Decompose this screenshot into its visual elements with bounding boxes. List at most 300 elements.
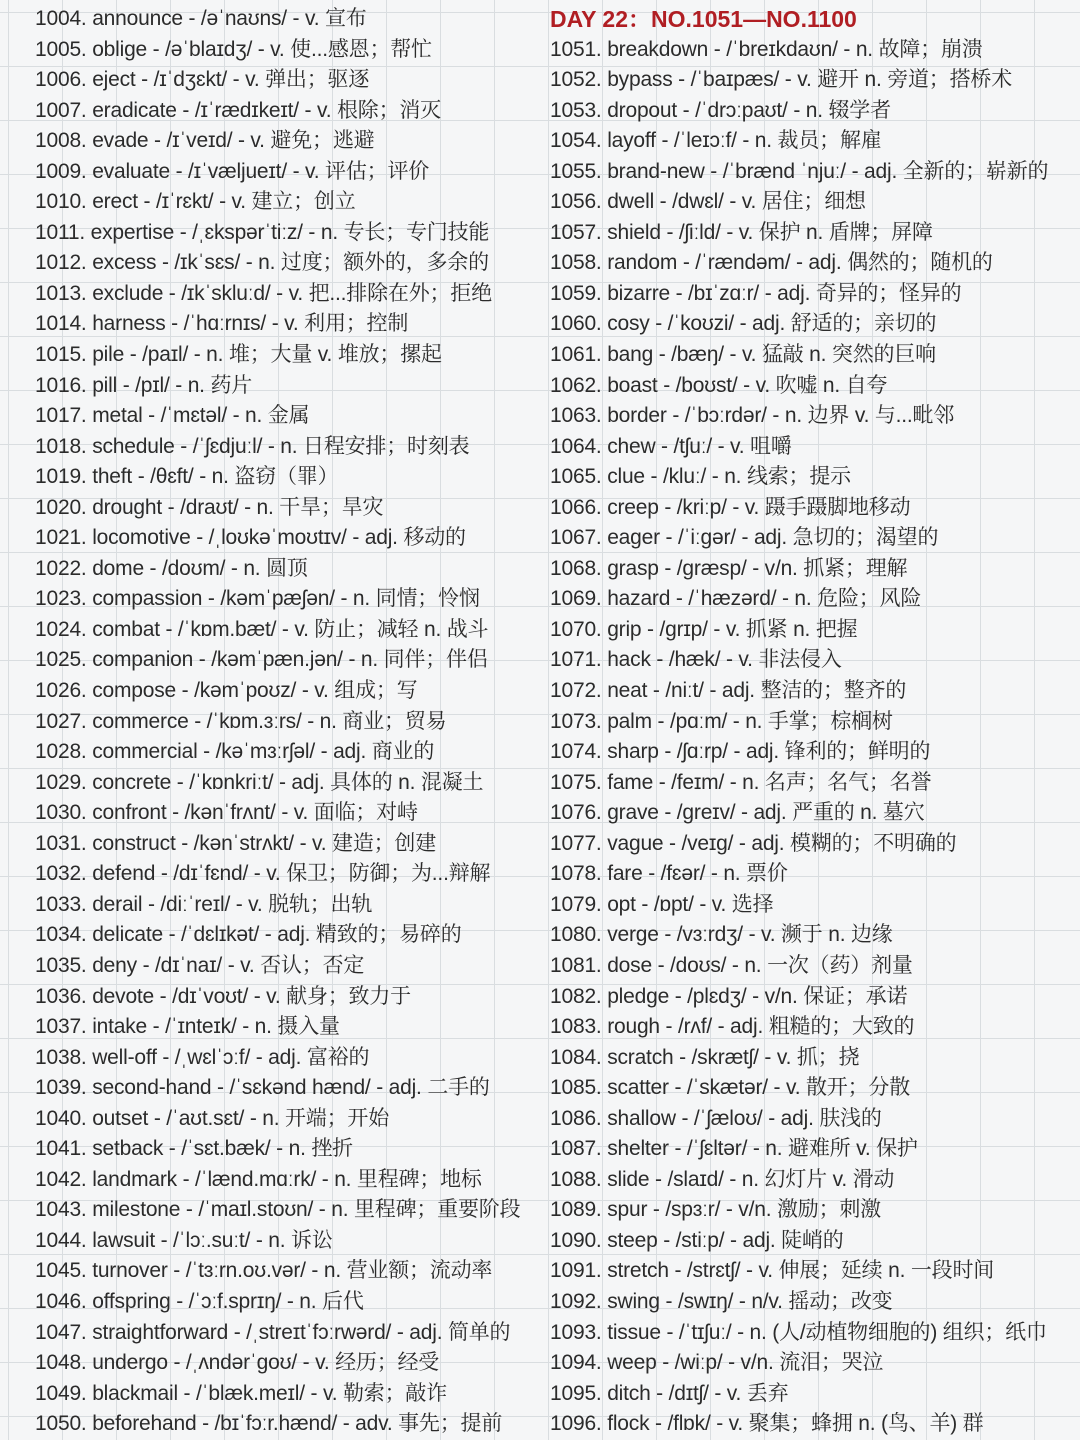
entry-definition: v. 保护 n. 盾牌；屏障 — [738, 220, 933, 244]
entry-number: 1049. — [35, 1381, 93, 1405]
entry-separator: - — [649, 1412, 668, 1436]
entry-word: evaluate — [92, 159, 170, 183]
entry-phonetic: /ˌwɛlˈɔːf/ — [174, 1045, 251, 1069]
entry-word: locomotive — [92, 526, 191, 550]
entry-separator: - — [708, 37, 727, 61]
entry-definition: n. 摄入量 — [254, 1015, 340, 1039]
entry-number: 1020. — [35, 495, 93, 519]
entry-phonetic: /kənˈfrʌnt/ — [184, 801, 276, 825]
vocab-entry — [550, 676, 1080, 707]
entry-definition: v. 组成；写 — [314, 679, 418, 703]
entry-separator: - — [668, 1076, 687, 1100]
entry-separator: - — [660, 1320, 679, 1344]
vocab-entry — [550, 554, 1080, 585]
vocab-entry — [550, 798, 1080, 829]
vocab-entry — [550, 768, 1080, 799]
entry-separator: - — [175, 831, 194, 855]
entry-definition: v. 抓紧 n. 把握 — [725, 617, 858, 641]
entry-number: 1082. — [550, 984, 608, 1008]
entry-phonetic: /ˈlɔː.suːt/ — [173, 1228, 251, 1252]
entry-definition: v. 建造；创建 — [312, 831, 437, 855]
entry-separator: - — [334, 587, 353, 611]
entry-separator: - — [202, 587, 221, 611]
entry-separator: - — [658, 495, 677, 519]
entry-separator: - — [297, 1351, 316, 1375]
entry-separator: - — [658, 923, 677, 947]
entry-separator: - — [656, 1351, 675, 1375]
entry-word: drought — [92, 495, 163, 519]
entry-separator: - — [666, 404, 685, 428]
entry-word: confront — [92, 801, 167, 825]
vocab-entry — [35, 1287, 540, 1318]
vocab-entry — [35, 1379, 540, 1410]
entry-phonetic: /ˈdrɔːpaʊt/ — [695, 98, 788, 122]
vocab-entry — [550, 920, 1080, 951]
entry-number: 1078. — [550, 862, 608, 886]
entry-separator: - — [704, 159, 723, 183]
entry-separator: - — [723, 343, 742, 367]
vocab-entry — [550, 1256, 1080, 1287]
entry-separator: - — [845, 159, 865, 183]
entry-word: undergo — [92, 1351, 168, 1375]
vocab-entry — [550, 187, 1080, 218]
vocab-entry — [35, 1104, 540, 1135]
entry-separator: - — [758, 1045, 777, 1069]
entry-definition: v. 面临；对峙 — [293, 801, 418, 825]
entry-separator: - — [148, 1106, 167, 1130]
vocab-entry — [35, 554, 540, 585]
entry-number: 1060. — [550, 312, 608, 336]
entry-separator: - — [677, 251, 696, 275]
entry-separator: - — [668, 1137, 687, 1161]
vocab-entry — [35, 645, 540, 676]
entry-separator: - — [657, 373, 676, 397]
entry-phonetic: /ˈʃæloʊ/ — [693, 1106, 763, 1130]
entry-number: 1062. — [550, 373, 608, 397]
entry-number: 1091. — [550, 1259, 608, 1283]
entry-phonetic: /ˈɪnteɪk/ — [165, 1015, 237, 1039]
vocab-entry — [35, 371, 540, 402]
vocab-entry — [35, 890, 540, 921]
entry-separator: - — [248, 984, 267, 1008]
entry-phonetic: /ˈbɔːrdər/ — [684, 404, 767, 428]
entry-definition: adj. 奇异的；怪异的 — [777, 281, 962, 305]
vocab-entry — [35, 1165, 540, 1196]
entry-definition: v. 避开 n. 旁道；搭桥术 — [797, 68, 1013, 92]
entry-phonetic: /tʃuː/ — [673, 434, 712, 458]
entry-number: 1053. — [550, 98, 608, 122]
entry-definition: v. 散开；分散 — [785, 1076, 910, 1100]
vocab-entry — [550, 523, 1080, 554]
entry-number: 1004. — [35, 7, 93, 30]
entry-separator: - — [136, 953, 155, 977]
vocab-entry — [550, 432, 1080, 463]
entry-word: construct — [92, 831, 176, 855]
entry-definition: n. 营业额；流动率 — [323, 1259, 493, 1283]
entry-separator: - — [156, 251, 175, 275]
entry-separator: - — [132, 465, 151, 489]
entry-definition: adj. 严重的 n. 墓穴 — [753, 801, 925, 825]
entry-word: defend — [92, 862, 156, 886]
entry-definition: v. 根除；消灭 — [316, 98, 441, 122]
entry-number: 1063. — [550, 404, 608, 428]
entry-separator: - — [776, 587, 795, 611]
entry-separator: - — [727, 709, 746, 733]
entry-separator: - — [222, 953, 241, 977]
entry-separator: - — [135, 68, 154, 92]
entry-word: scratch — [607, 1045, 674, 1069]
entry-separator: - — [147, 37, 166, 61]
entry-separator: - — [176, 1167, 196, 1191]
entry-separator: - — [232, 129, 251, 153]
entry-separator: - — [649, 312, 668, 336]
vocab-entry — [35, 768, 540, 799]
entry-separator: - — [370, 1076, 389, 1100]
vocab-entry — [35, 65, 540, 96]
entry-word: spur — [607, 1198, 648, 1222]
entry-phonetic: /pɪl/ — [135, 373, 170, 397]
entry-separator: - — [163, 281, 182, 305]
entry-separator: - — [188, 709, 207, 733]
vocab-entry — [35, 615, 540, 646]
entry-definition: v. 濒于 n. 边缘 — [761, 923, 893, 947]
entry-phonetic: /ˈɔːf.sprɪŋ/ — [188, 1289, 282, 1313]
entry-definition: v. 避免；逃避 — [250, 129, 375, 153]
vocab-entry — [550, 859, 1080, 890]
entry-separator: - — [293, 831, 313, 855]
entry-word: second-hand — [92, 1076, 212, 1100]
entry-separator: - — [273, 770, 292, 794]
vocab-entry — [550, 371, 1080, 402]
entry-phonetic: /fɛər/ — [660, 862, 706, 886]
vocab-entry — [550, 1409, 1080, 1440]
entry-separator: - — [213, 190, 232, 214]
entry-separator: - — [790, 251, 809, 275]
entry-word: stretch — [607, 1259, 669, 1283]
entry-separator: - — [305, 1259, 324, 1283]
entry-number: 1057. — [550, 220, 608, 244]
entry-number: 1008. — [35, 129, 93, 153]
entry-phonetic: /əˈnaʊns/ — [200, 7, 287, 30]
entry-word: creep — [607, 495, 659, 519]
entry-phonetic: /kəˈmɜːrʃəl/ — [215, 740, 316, 764]
vocab-entry — [35, 1134, 540, 1165]
entry-word: deny — [92, 953, 137, 977]
entry-separator: - — [236, 1015, 255, 1039]
entry-separator: - — [669, 281, 689, 305]
entry-phonetic: /diːˈreɪl/ — [160, 892, 231, 916]
entry-number: 1013. — [35, 281, 93, 305]
entry-number: 1069. — [550, 587, 608, 611]
entry-separator: - — [296, 679, 315, 703]
entry-phonetic: /dɪˈvoʊt/ — [172, 984, 249, 1008]
entry-number: 1045. — [35, 1259, 93, 1283]
entry-separator: - — [659, 1289, 678, 1313]
entry-phonetic: /veɪg/ — [681, 831, 734, 855]
entry-phonetic: /strɛtʃ/ — [686, 1259, 741, 1283]
entry-word: evade — [92, 129, 149, 153]
entry-number: 1075. — [550, 770, 608, 794]
entry-word: fare — [607, 862, 643, 886]
entry-separator: - — [270, 1137, 289, 1161]
vocab-entry — [550, 645, 1080, 676]
entry-number: 1029. — [35, 770, 93, 794]
entry-phonetic: /dwɛl/ — [672, 190, 724, 214]
entry-separator: - — [162, 923, 182, 947]
entry-separator: - — [650, 648, 669, 672]
entry-word: flock — [607, 1412, 650, 1436]
entry-separator: - — [720, 1198, 739, 1222]
entry-phonetic: /niːt/ — [665, 679, 704, 703]
entry-word: pledge — [607, 984, 670, 1008]
entry-number: 1044. — [35, 1228, 93, 1252]
vocab-entry — [35, 4, 540, 35]
entry-word: erect — [92, 190, 138, 214]
entry-word: bypass — [607, 68, 673, 92]
entry-separator: - — [276, 617, 295, 641]
entry-definition: v. 否认；否定 — [240, 953, 365, 977]
entry-word: neat — [607, 679, 648, 703]
entry-separator: - — [174, 434, 193, 458]
entry-separator: - — [227, 68, 246, 92]
entry-separator: - — [726, 953, 745, 977]
entry-phonetic: /kluː/ — [662, 465, 707, 489]
entry-definition: v. 咀嚼 — [730, 434, 792, 458]
entry-number: 1032. — [35, 862, 93, 886]
vocab-entry — [550, 126, 1080, 157]
entry-separator: - — [693, 892, 712, 916]
entry-separator: - — [154, 984, 173, 1008]
entry-definition: v. 宣布 — [304, 7, 367, 30]
entry-number: 1039. — [35, 1076, 93, 1100]
entry-separator: - — [193, 465, 212, 489]
entry-definition: n. 票价 — [723, 862, 788, 886]
entry-number: 1051. — [550, 37, 608, 61]
entry-word: random — [607, 251, 678, 275]
entry-definition: n. 危险；风险 — [794, 587, 922, 611]
entry-number: 1005. — [35, 37, 93, 61]
entry-separator: - — [647, 679, 666, 703]
entry-number: 1076. — [550, 801, 608, 825]
entry-definition: adj. 商业的 — [333, 740, 435, 764]
entry-phonetic: /ɪˈvæljueɪt/ — [188, 159, 287, 183]
entry-phonetic: /ˈkɒnkriːt/ — [189, 770, 274, 794]
entry-definition: n. 干旱；旱灾 — [256, 495, 384, 519]
entry-word: grave — [607, 801, 659, 825]
entry-separator: - — [165, 312, 184, 336]
entry-definition: v. 防止；减轻 n. 战斗 — [294, 617, 489, 641]
entry-separator: - — [252, 37, 271, 61]
entry-separator: - — [250, 1045, 269, 1069]
entry-separator: - — [742, 923, 761, 947]
entry-definition: n. 幻灯片 v. 滑动 — [741, 1167, 895, 1191]
entry-definition: n. (人/动植物细胞的) 组织；纸巾 — [749, 1320, 1047, 1344]
vocab-entry — [35, 707, 540, 738]
entry-definition: v. 经历；经受 — [315, 1351, 440, 1375]
vocab-entry — [550, 1379, 1080, 1410]
entry-phonetic: /kəmˈpæʃən/ — [220, 587, 335, 611]
entry-separator: - — [767, 1076, 786, 1100]
entry-separator: - — [736, 129, 755, 153]
vocab-entry — [550, 35, 1080, 66]
entry-phonetic: /draʊt/ — [180, 495, 239, 519]
entry-word: harness — [92, 312, 166, 336]
entry-phonetic: /ˈsɛkənd hænd/ — [229, 1076, 371, 1100]
entry-phonetic: /dɪˈnaɪ/ — [155, 953, 223, 977]
entry-definition: n/v. 摇动；改变 — [751, 1289, 893, 1313]
vocab-entry — [35, 951, 540, 982]
entry-separator: - — [174, 220, 193, 244]
entry-number: 1093. — [550, 1320, 608, 1344]
vocab-entry — [35, 1409, 540, 1440]
entry-number: 1037. — [35, 1015, 93, 1039]
entry-phonetic: /ɪˈdʒɛkt/ — [153, 68, 228, 92]
entry-number: 1016. — [35, 373, 93, 397]
entry-phonetic: /ʃɑːrp/ — [676, 740, 728, 764]
entry-number: 1033. — [35, 892, 93, 916]
entry-separator: - — [337, 1412, 356, 1436]
entry-definition: n. 裁员；解雇 — [754, 129, 882, 153]
entry-phonetic: /swɪŋ/ — [677, 1289, 734, 1313]
entry-definition: n. 一次（药）剂量 — [744, 953, 913, 977]
entry-separator: - — [672, 68, 691, 92]
entry-separator: - — [663, 831, 682, 855]
entry-separator: - — [703, 679, 722, 703]
entry-separator: - — [143, 556, 162, 580]
vocab-entry — [35, 1195, 540, 1226]
entry-definition: adj. 粗糙的；大致的 — [730, 1015, 915, 1039]
vocab-entry — [550, 1226, 1080, 1257]
entry-separator: - — [670, 587, 689, 611]
entry-separator: - — [655, 434, 674, 458]
entry-separator: - — [659, 526, 678, 550]
vocab-entry — [550, 615, 1080, 646]
entry-definition: v/n. 激励；刺激 — [738, 1198, 881, 1222]
entry-separator: - — [737, 373, 756, 397]
entry-number: 1052. — [550, 68, 608, 92]
entry-separator: - — [720, 220, 739, 244]
entry-separator: - — [747, 1137, 766, 1161]
entry-word: lawsuit — [92, 1228, 155, 1252]
entry-phonetic: /ˈkɒm.ɜːrs/ — [206, 709, 302, 733]
entry-phonetic: /bæŋ/ — [671, 343, 724, 367]
vocab-entry — [35, 584, 540, 615]
entry-word: metal — [92, 404, 143, 428]
entry-definition: v. 蹑手蹑脚地移动 — [744, 495, 911, 519]
entry-separator: - — [167, 1351, 186, 1375]
entry-separator: - — [147, 1015, 166, 1039]
entry-number: 1092. — [550, 1289, 608, 1313]
vocab-entry — [550, 707, 1080, 738]
entry-definition: n. 专长；专门技能 — [320, 220, 490, 244]
entry-phonetic: /dɪˈfɛnd/ — [173, 862, 249, 886]
entry-phonetic: /ˈskætər/ — [686, 1076, 768, 1100]
entry-separator: - — [706, 465, 725, 489]
entry-separator: - — [190, 526, 209, 550]
entry-definition: adv. 事先；提前 — [355, 1412, 503, 1436]
entry-number: 1018. — [35, 434, 93, 458]
entry-definition: n. 诉讼 — [268, 1228, 333, 1252]
entry-word: slide — [607, 1167, 650, 1191]
entry-separator: - — [262, 434, 281, 458]
entry-number: 1014. — [35, 312, 93, 336]
entry-number: 1034. — [35, 923, 93, 947]
entry-separator: - — [302, 220, 321, 244]
entry-definition: v. 保卫；防御；为...辩解 — [266, 862, 491, 886]
entry-definition: v/n. 抓紧；理解 — [764, 556, 908, 580]
entry-definition: n. 挫折 — [288, 1137, 353, 1161]
entry-phonetic: /vɜːrdʒ/ — [676, 923, 743, 947]
vocab-entry — [550, 1012, 1080, 1043]
vocab-entry — [35, 340, 540, 371]
entry-word: sharp — [607, 740, 659, 764]
vocab-entry — [550, 1348, 1080, 1379]
entry-word: companion — [92, 648, 194, 672]
entry-definition: n. 避难所 v. 保护 — [765, 1137, 918, 1161]
entry-definition: v. 勒索；敲诈 — [322, 1381, 447, 1405]
entry-phonetic: /ˈlænd.mɑːrk/ — [195, 1167, 317, 1191]
entry-phonetic: /skrætʃ/ — [691, 1045, 759, 1069]
entry-number: 1084. — [550, 1045, 608, 1069]
entry-phonetic: /ˈʃɛdjuːl/ — [192, 434, 263, 458]
entry-separator: - — [391, 1320, 410, 1344]
entry-number: 1024. — [35, 617, 93, 641]
entry-phonetic: /ˈdɛlɪkət/ — [181, 923, 260, 947]
vocab-entry — [550, 309, 1080, 340]
entry-separator: - — [649, 1167, 668, 1191]
entry-separator: - — [286, 7, 305, 30]
entry-definition: n. 边界 v. 与...毗邻 — [784, 404, 955, 428]
entry-word: fame — [607, 770, 654, 794]
entry-phonetic: /greɪv/ — [676, 801, 736, 825]
entry-separator: - — [248, 862, 267, 886]
entry-separator: - — [710, 1412, 729, 1436]
entry-number: 1070. — [550, 617, 608, 641]
vocab-entry — [35, 1043, 540, 1074]
entry-definition: v. 评估；评价 — [305, 159, 430, 183]
entry-word: outset — [92, 1106, 149, 1130]
entry-phonetic: /ˈsɛt.bæk/ — [181, 1137, 271, 1161]
entry-definition: n. 手掌；棕榈树 — [745, 709, 893, 733]
entry-definition: v. 利用；控制 — [284, 312, 409, 336]
entry-definition: n. 故障；崩溃 — [855, 37, 983, 61]
entry-separator: - — [188, 343, 207, 367]
entry-word: shallow — [607, 1106, 676, 1130]
entry-definition: n. 金属 — [245, 404, 310, 428]
entry-separator: - — [137, 190, 156, 214]
entry-word: commerce — [92, 709, 189, 733]
entry-separator: - — [655, 129, 674, 153]
entry-phonetic: /ˈblæk.meɪl/ — [195, 1381, 305, 1405]
entry-separator: - — [735, 801, 754, 825]
entry-phonetic: /ɪˈrædɪkeɪt/ — [194, 98, 299, 122]
entry-word: oblige — [92, 37, 148, 61]
entry-word: layoff — [607, 129, 656, 153]
entry-phonetic: /θɛft/ — [150, 465, 194, 489]
entry-word: border — [607, 404, 667, 428]
entry-separator: - — [650, 1381, 669, 1405]
entry-separator: - — [724, 770, 743, 794]
vocab-entry — [35, 1348, 540, 1379]
vocab-entry — [35, 982, 540, 1013]
entry-definition: adj. 具体的 n. 混凝土 — [291, 770, 484, 794]
entry-definition: adj. 精致的；易碎的 — [277, 923, 462, 947]
entry-number: 1066. — [550, 495, 608, 519]
entry-phonetic: /pɑːm/ — [669, 709, 728, 733]
entry-separator: - — [162, 495, 181, 519]
entry-separator: - — [647, 1198, 666, 1222]
vocab-entry — [35, 1073, 540, 1104]
